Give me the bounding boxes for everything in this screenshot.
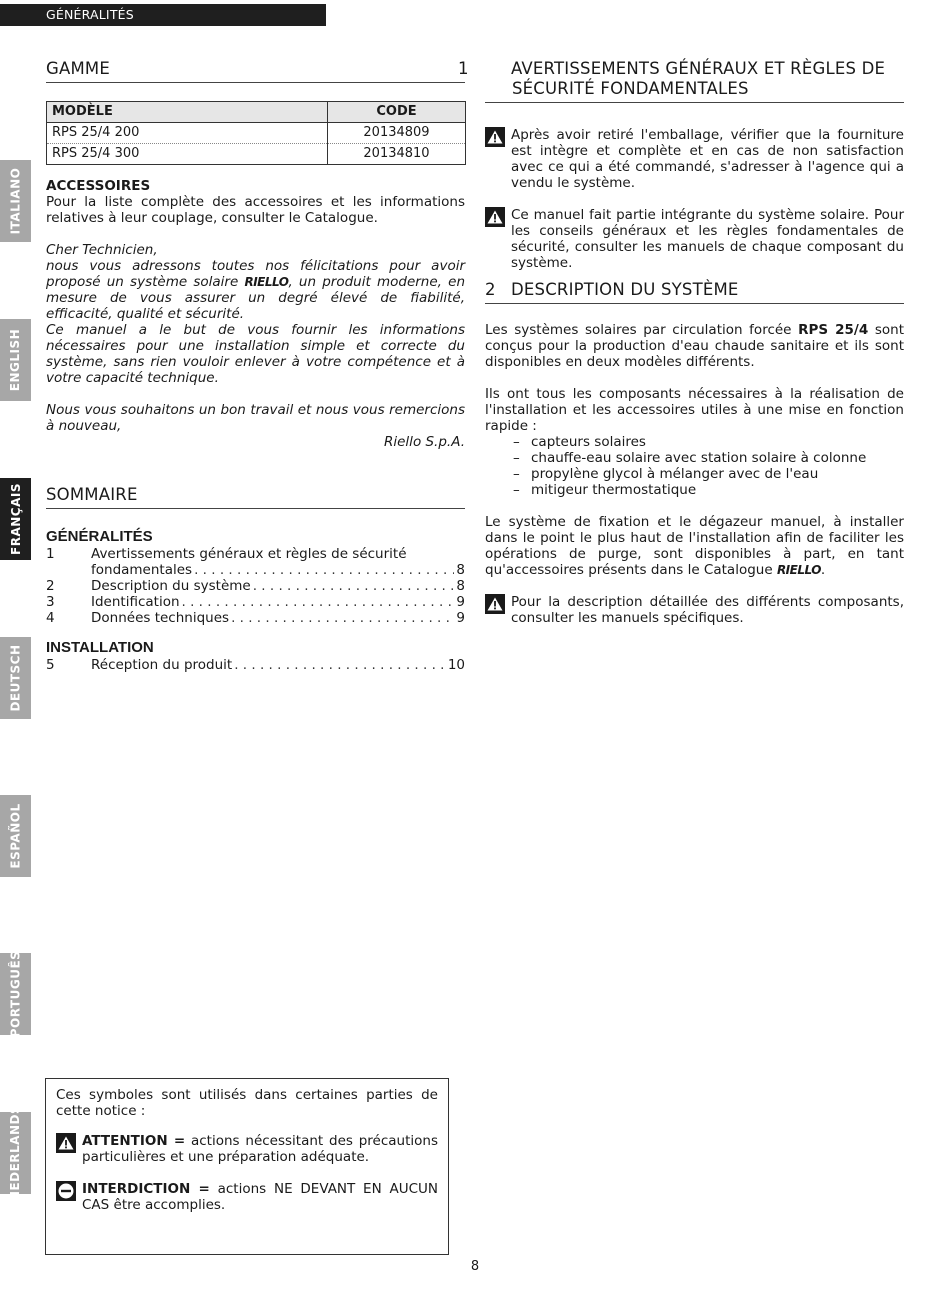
table-row bbox=[47, 144, 466, 165]
components-list bbox=[485, 434, 904, 498]
section-2-paragraph-3: Le système de fixation et le dégazeur manuel, à installer dans le point le plus haut de l'installation afin de faciliter les opérations de purge, sont disponibles à part, en tant qu'accessoires présents dans le Catalogue RIELLO. bbox=[485, 514, 904, 578]
lang-tab-nederlands[interactable]: NEDERLANDS bbox=[0, 1112, 31, 1194]
symbols-legend-box bbox=[45, 1078, 449, 1255]
toc-heading-installation: INSTALLATION bbox=[46, 639, 154, 656]
interdiction-label: INTERDICTION = bbox=[82, 1181, 210, 1197]
toc-item[interactable]: 1 Avertissements généraux et règles de sécurité fondamentales . . . 8 bbox=[46, 546, 465, 578]
letter-signature: Riello S.p.A. bbox=[384, 434, 465, 450]
section-header-bar bbox=[0, 4, 326, 26]
toc-item[interactable]: 3 Identification . . . 9 bbox=[46, 594, 465, 610]
warning-paragraph-2: Ce manuel fait partie intégrante du système solaire. Pour les conseils généraux et les règles fondamentales de sécurité, consulter les manuels de chaque composant du système. bbox=[485, 207, 904, 271]
riello-brand: RIELLO bbox=[244, 275, 289, 289]
section-2-paragraph-2: Ils ont tous les composants nécessaires à la réalisation de l'installation et les accessoires utiles à une mise en fonction rapide : bbox=[485, 386, 904, 434]
section-2 bbox=[485, 280, 904, 626]
lang-tab-espanol[interactable]: ESPAÑOL bbox=[0, 795, 31, 877]
warning-triangle-icon bbox=[485, 207, 505, 227]
list-item: – chauffe-eau solaire avec station solaire à colonne bbox=[485, 450, 904, 466]
gamme-header-code: CODE bbox=[328, 102, 466, 123]
lang-tab-english[interactable]: ENGLISH bbox=[0, 319, 31, 401]
lang-tab-francais[interactable]: FRANÇAIS bbox=[0, 478, 31, 560]
gamme-title: GAMME bbox=[46, 59, 465, 83]
toc-heading-generalites: GÉNÉRALITÉS bbox=[46, 528, 153, 545]
letter-block bbox=[46, 242, 465, 450]
code-cell: 20134809 bbox=[328, 123, 466, 144]
interdiction-text: actions NE DEVANT EN AUCUN CAS être accomplies. bbox=[82, 1181, 438, 1213]
warning-triangle-icon bbox=[56, 1133, 76, 1153]
letter-paragraph-1: nous vous adressons toutes nos félicitations pour avoir proposé un système solaire RIELLO, un produit moderne, en mesure de vous assurer un degré élevé de fiabilité, efficacité, qualité et sécurité. bbox=[46, 258, 466, 322]
attention-legend bbox=[56, 1133, 438, 1165]
list-item: – propylène glycol à mélanger avec de l'eau bbox=[485, 466, 904, 482]
section-2-title: 2 DESCRIPTION DU SYSTÈME bbox=[485, 280, 904, 304]
interdiction-legend bbox=[56, 1181, 438, 1213]
lang-tab-deutsch[interactable]: DEUTSCH bbox=[0, 637, 31, 719]
accessoires-title: ACCESSOIRES bbox=[46, 178, 151, 194]
section-label: GÉNÉRALITÉS bbox=[46, 7, 134, 22]
section-1-title: 1 AVERTISSEMENTS GÉNÉRAUX ET RÈGLES DE SÉCURITÉ FONDAMENTALES bbox=[485, 59, 904, 103]
attention-label: ATTENTION = bbox=[82, 1133, 186, 1149]
gamme-header-model: MODÈLE bbox=[47, 102, 328, 123]
gamme-section bbox=[46, 59, 465, 165]
lang-tab-italiano[interactable]: ITALIANO bbox=[0, 160, 31, 242]
list-item: – mitigeur thermostatique bbox=[485, 482, 904, 498]
section-2-paragraph-1: Les systèmes solaires par circulation forcée RPS 25/4 sont conçus pour la production d'eau chaude sanitaire et ils sont disponibles en deux modèles différents. bbox=[485, 322, 905, 370]
page-number: 8 bbox=[470, 1259, 480, 1274]
riello-brand: RIELLO bbox=[776, 563, 821, 577]
code-cell: 20134810 bbox=[328, 144, 466, 165]
toc-item[interactable]: 4 Données techniques . . . 9 bbox=[46, 610, 465, 626]
list-item: – capteurs solaires bbox=[485, 434, 904, 450]
model-name: RPS 25/4 bbox=[798, 322, 869, 338]
warning-triangle-icon bbox=[485, 127, 505, 147]
letter-greeting: Cher Technicien, bbox=[46, 242, 158, 258]
letter-paragraph-3: Nous vous souhaitons un bon travail et nous vous remercions à nouveau, bbox=[46, 402, 465, 434]
symbols-intro: Ces symboles sont utilisés dans certaines parties de cette notice : bbox=[56, 1087, 438, 1119]
toc-item[interactable]: 5 Réception du produit . . . 10 bbox=[46, 657, 465, 673]
model-cell: RPS 25/4 300 bbox=[47, 144, 328, 165]
accessoires-section bbox=[46, 178, 465, 226]
warning-triangle-icon bbox=[485, 594, 505, 614]
table-row bbox=[47, 123, 466, 144]
sommaire-title: SOMMAIRE bbox=[46, 485, 465, 509]
prohibition-icon bbox=[56, 1181, 76, 1201]
attention-text: actions nécessitant des précautions particulières et une préparation adéquate. bbox=[82, 1133, 438, 1165]
section-1 bbox=[458, 59, 904, 271]
toc-item[interactable]: 2 Description du système . . . 8 bbox=[46, 578, 465, 594]
accessoires-text: Pour la liste complète des accessoires et les informations relatives à leur couplage, consulter le Catalogue. bbox=[46, 194, 465, 226]
warning-paragraph-1: Après avoir retiré l'emballage, vérifier que la fourniture est intègre et complète et en cas de non satisfaction avec ce qui a été commandé, s'adresser à l'agence qui a vendu le système. bbox=[485, 127, 904, 191]
warning-paragraph-3: Pour la description détaillée des différents composants, consulter les manuels spécifiques. bbox=[485, 594, 904, 626]
gamme-table bbox=[46, 101, 466, 165]
model-cell: RPS 25/4 200 bbox=[47, 123, 328, 144]
letter-paragraph-2: Ce manuel a le but de vous fournir les informations nécessaires pour une installation simple et correcte du système, sans rien vouloir enlever à votre compétence et à votre capacité technique. bbox=[46, 322, 465, 386]
lang-tab-portugues[interactable]: PORTUGUÊS bbox=[0, 953, 31, 1035]
sommaire-section bbox=[46, 485, 465, 673]
